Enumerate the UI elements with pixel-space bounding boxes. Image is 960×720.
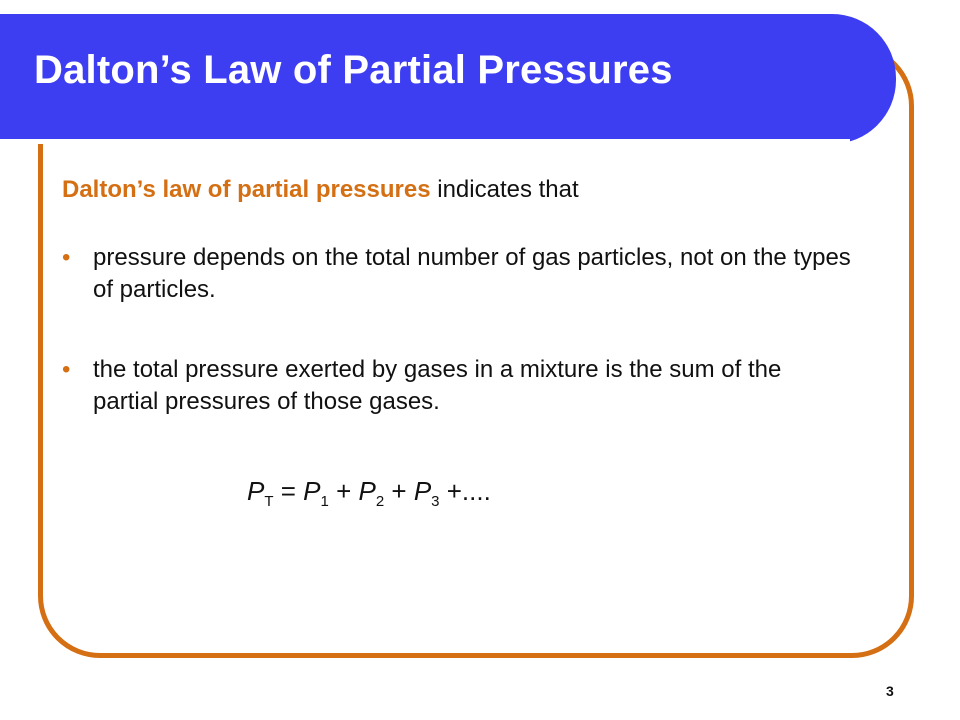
bullet-text: the total pressure exerted by gases in a mixture is the sum of the partial pressures of those gases. bbox=[93, 356, 782, 415]
equation-lhs-sub: T bbox=[264, 493, 274, 510]
bullet-item bbox=[62, 242, 853, 306]
bullet-icon: • bbox=[62, 356, 71, 383]
equation-lhs-var: P bbox=[247, 476, 265, 506]
equation-term3-sub: 3 bbox=[431, 493, 440, 510]
title-underline bbox=[0, 139, 850, 144]
partial-pressure-equation bbox=[247, 476, 491, 510]
equation-equals: = bbox=[273, 476, 304, 506]
equation-term1-sub: 1 bbox=[320, 493, 329, 510]
equation-term1-var: P bbox=[303, 476, 321, 506]
slide-title: Dalton’s Law of Partial Pressures bbox=[34, 48, 673, 92]
equation-term2-sub: 2 bbox=[375, 493, 385, 510]
page-number: 3 bbox=[886, 683, 894, 699]
intro-term: Dalton’s law of partial pressures bbox=[62, 176, 431, 203]
equation-term2-var: P bbox=[358, 476, 376, 506]
equation-tail: +.... bbox=[439, 476, 491, 506]
equation-plus: + bbox=[328, 476, 359, 506]
intro-rest: indicates that bbox=[430, 176, 579, 203]
bullet-item bbox=[62, 354, 853, 418]
equation-term3-var: P bbox=[413, 476, 432, 506]
bullet-text: pressure depends on the total number of gas particles, not on the types of particles. bbox=[93, 244, 851, 303]
equation-plus: + bbox=[384, 476, 414, 506]
bullet-icon: • bbox=[62, 244, 71, 271]
intro-sentence bbox=[62, 176, 579, 204]
